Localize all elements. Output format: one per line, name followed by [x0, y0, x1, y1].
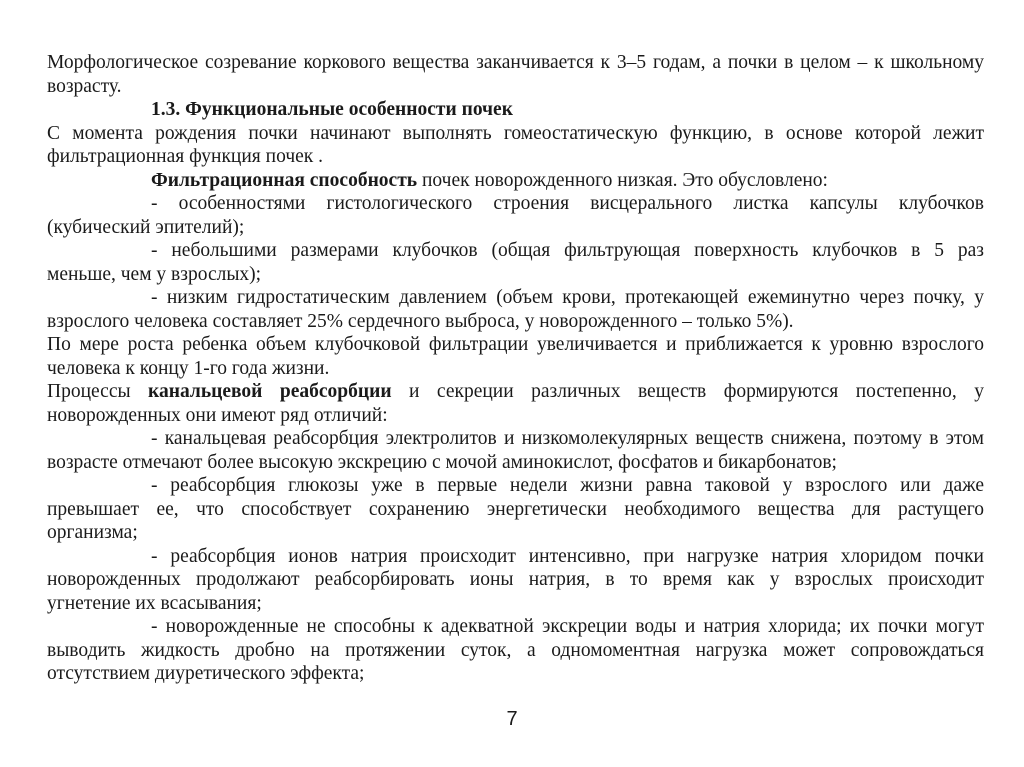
- bullet-line: превышает ее, что способствует сохранению энергетически необходимого вещества для растущего: [47, 498, 984, 520]
- paragraph-line: С момента рождения почки начинают выполнять гомеостатическую функцию, в основе которой лежит: [47, 122, 984, 144]
- bullet-line: - низким гидростатическим давлением (объем крови, протекающей ежеминутно через почку, у: [151, 287, 984, 308]
- bullet-line: организма;: [47, 522, 138, 543]
- bullet-line: угнетение их всасывания;: [47, 592, 262, 614]
- bullet-line: - новорожденные не способны к адекватной экскреции воды и натрия хлорида; их почки могут: [151, 616, 984, 637]
- bullet-line: - особенностями гистологического строения висцерального листка капсулы клубочков: [151, 193, 984, 214]
- bullet-line: - канальцевая реабсорбция электролитов и низкомолекулярных веществ снижена, поэтому в этом: [151, 428, 984, 449]
- paragraph-line: [47, 169, 984, 193]
- paragraph-line: фильтрационная функция почек .: [47, 146, 323, 167]
- paragraph-text: и секреции различных веществ формируются постепенно, у: [391, 381, 984, 402]
- bullet-line: взрослого человека составляет 25% сердечного выброса, у новорожденного – только 5%).: [47, 310, 794, 332]
- page-number: 7: [506, 708, 518, 730]
- bullet-line: меньше, чем у взрослых);: [47, 263, 262, 285]
- bullet-line: - реабсорбция ионов натрия происходит интенсивно, при нагрузке натрия хлоридом почки: [151, 545, 984, 567]
- bullet-line: новорожденных продолжают реабсорбировать ионы натрия, в то время как у взрослых происходит: [47, 569, 984, 590]
- bullet-line: возрасте отмечают более высокую экскрецию с мочой аминокислот, фосфатов и бикарбонатов;: [47, 451, 837, 473]
- bullet-line: - небольшими размерами клубочков (общая фильтрующая поверхность клубочков в 5 раз: [151, 240, 984, 261]
- bold-term: Фильтрационная способность: [151, 169, 418, 191]
- paragraph-line: Морфологическое созревание коркового вещества заканчивается к 3–5 годам, а почки в целом – к школьному: [47, 52, 984, 73]
- bullet-line: (кубический эпителий);: [47, 216, 245, 238]
- paragraph-text: почек новорожденного низкая. Это обусловлено:: [417, 169, 828, 191]
- paragraph-line: возрасту.: [47, 75, 122, 97]
- paragraph-line: По мере роста ребенка объем клубочковой фильтрации увеличивается и приближается к уровню взрослого: [47, 334, 984, 355]
- bullet-line: отсутствием диуретического эффекта;: [47, 663, 365, 684]
- bullet-line: выводить жидкость дробно на протяжении суток, а одномоментная нагрузка может сопровождаться: [47, 639, 984, 661]
- paragraph-line: [47, 380, 984, 404]
- bold-term: канальцевой реабсорбции: [148, 381, 392, 402]
- paragraph-text: Процессы: [47, 381, 149, 402]
- paragraph-line: человека к концу 1-го года жизни.: [47, 357, 330, 379]
- section-heading: 1.3. Функциональные особенности почек: [151, 99, 513, 120]
- bullet-line: - реабсорбция глюкозы уже в первые недели жизни равна таковой у взрослого или даже: [151, 475, 984, 496]
- paragraph-line: новорожденных они имеют ряд отличий:: [47, 404, 388, 426]
